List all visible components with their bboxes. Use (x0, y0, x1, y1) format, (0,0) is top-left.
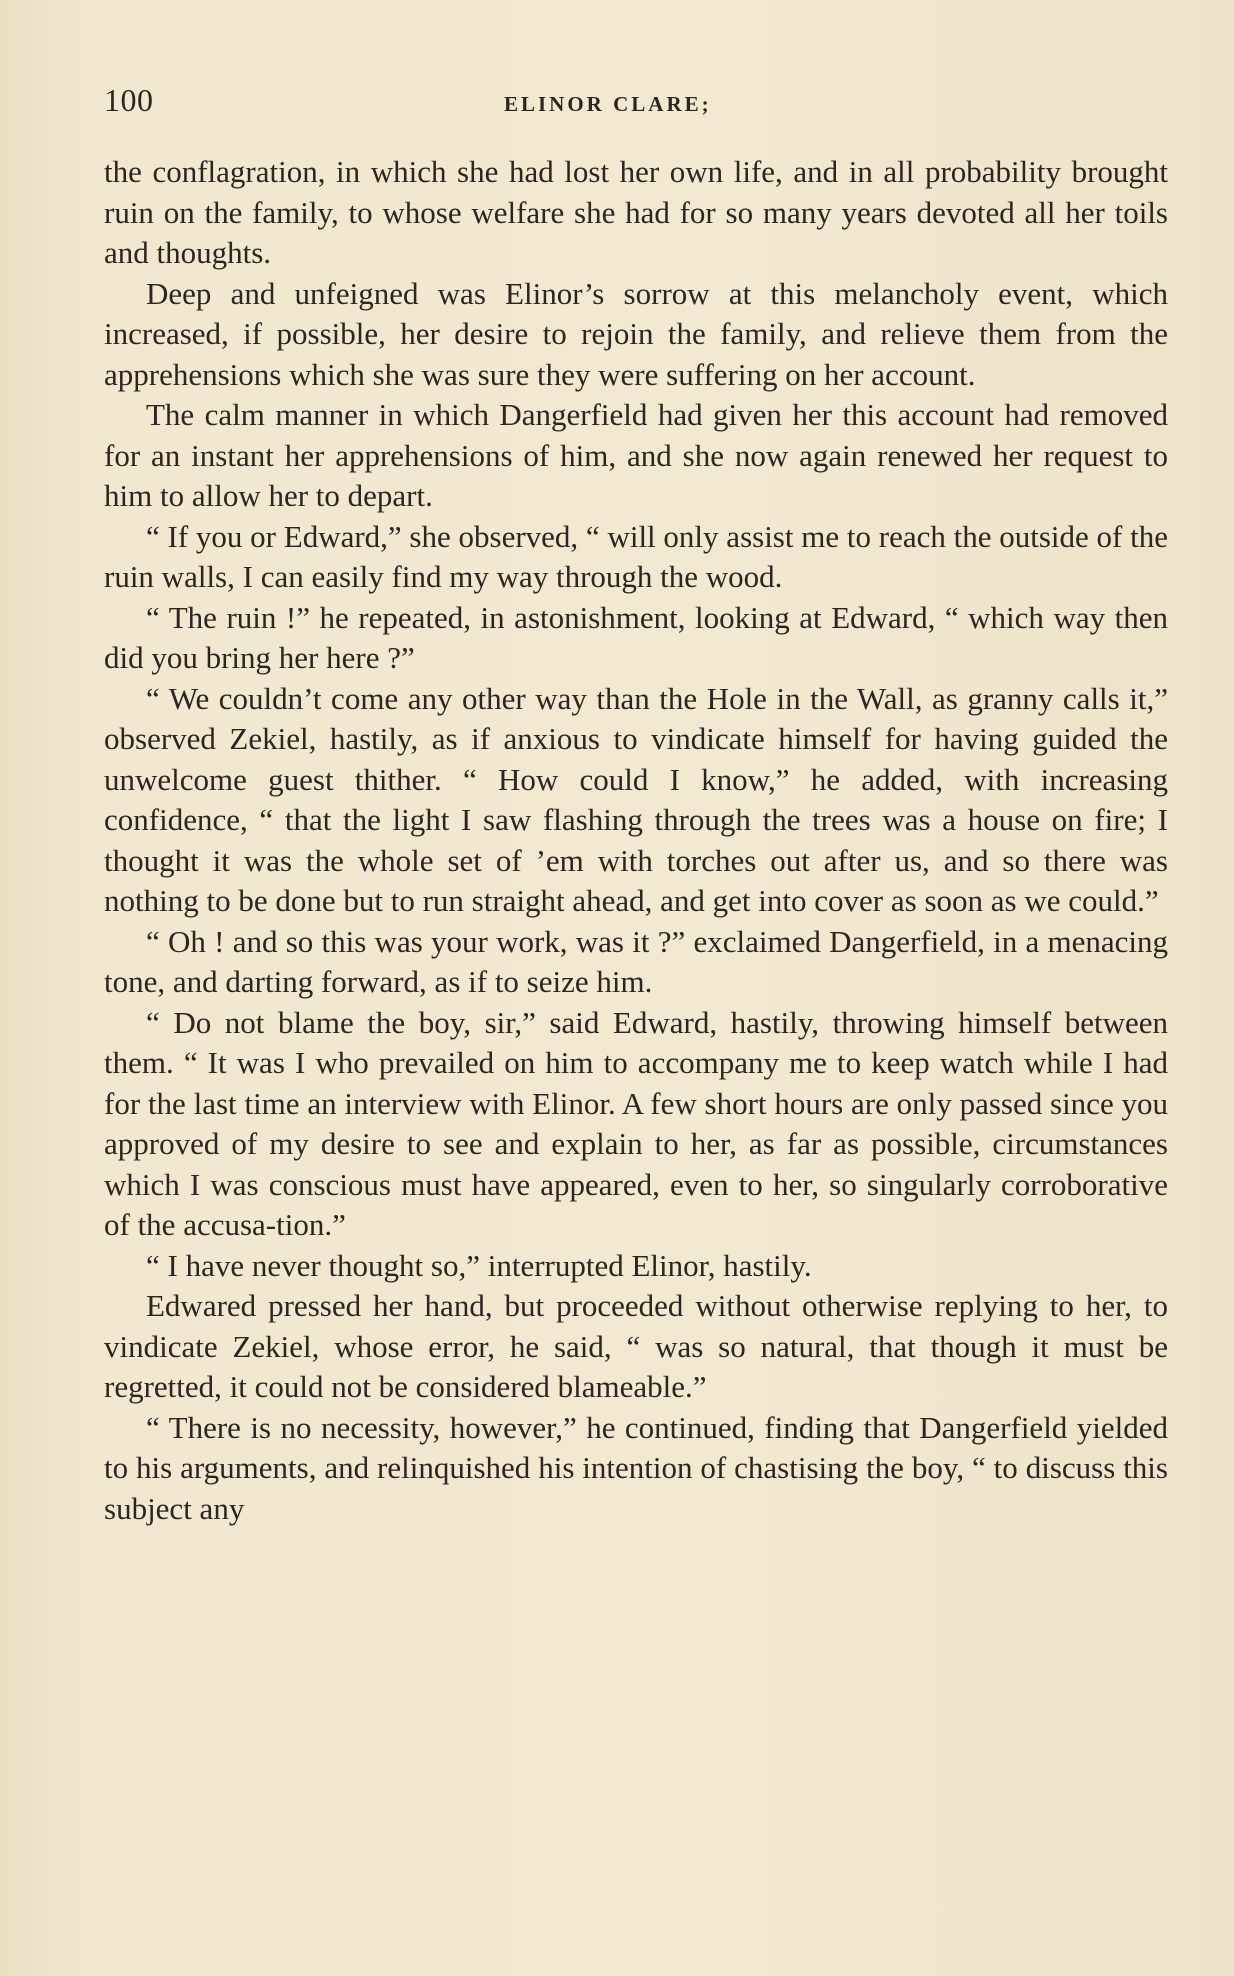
page-header (104, 82, 1164, 132)
running-head: ELINOR CLARE; (504, 92, 712, 116)
paragraph: “ Do not blame the boy, sir,” said Edward, hastily, throwing himself between them. “ It was I who prevailed on him to accompany me to keep watch while I had for the last time an interview with Elinor. A few short hours are only passed since you approved of my desire to see and explain to her, as far as possible, circumstances which I was conscious must have appeared, even to her, so singularly corroborative of the accusa-tion.” (104, 1004, 1168, 1242)
paragraph: the conflagration, in which she had lost her own life, and in all probability brought ruin on the family, to whose welfare she had for so many years devoted all her toils and thoughts. (104, 154, 1168, 270)
paragraph: Deep and unfeigned was Elinor’s sorrow at this melancholy event, which increased, if possible, her desire to rejoin the family, and relieve them from the apprehensions which she was sure they were suffering on her account. (104, 275, 1168, 392)
paragraph: “ The ruin !” he repeated, in astonishment, looking at Edward, “ which way then did you bring her here ?” (104, 599, 1168, 675)
paragraph: “ If you or Edward,” she observed, “ will only assist me to reach the outside of the ruin walls, I can easily find my way through the wood. (104, 518, 1168, 594)
paragraph: “ I have never thought so,” interrupted Elinor, hastily. (146, 1247, 812, 1283)
paragraph: “ Oh ! and so this was your work, was it ?” exclaimed Dangerfield, in a menacing tone, and darting forward, as if to seize him. (104, 923, 1168, 999)
paragraph: Edwared pressed her hand, but proceeded without otherwise replying to her, to vindicate Zekiel, whose error, he said, “ was so natural, that though it must be regretted, it could not be considered blameable.” (104, 1288, 1168, 1404)
paragraph: The calm manner in which Dangerfield had given her this account had removed for an instant her apprehensions of him, and she now again renewed her request to him to allow her to depart. (104, 397, 1168, 513)
paragraph: “ We couldn’t come any other way than the Hole in the Wall, as granny calls it,” observed Zekiel, hastily, as if anxious to vindicate himself for having guided the unwelcome guest thither. “ How could I know,” he added, with increasing confidence, “ that the light I saw flashing through the trees was a house on fire; I thought it was the whole set of ’em with torches out after us, and so there was nothing to be done but to run straight ahead, and get into cover as soon as we could.” (104, 680, 1168, 918)
body-text (104, 152, 1168, 1529)
page-number: 100 (104, 82, 154, 118)
paragraph: “ There is no necessity, however,” he continued, finding that Dangerfield yielded to his arguments, and relinquished his intention of chastising the boy, “ to discuss this subject any (104, 1409, 1168, 1526)
